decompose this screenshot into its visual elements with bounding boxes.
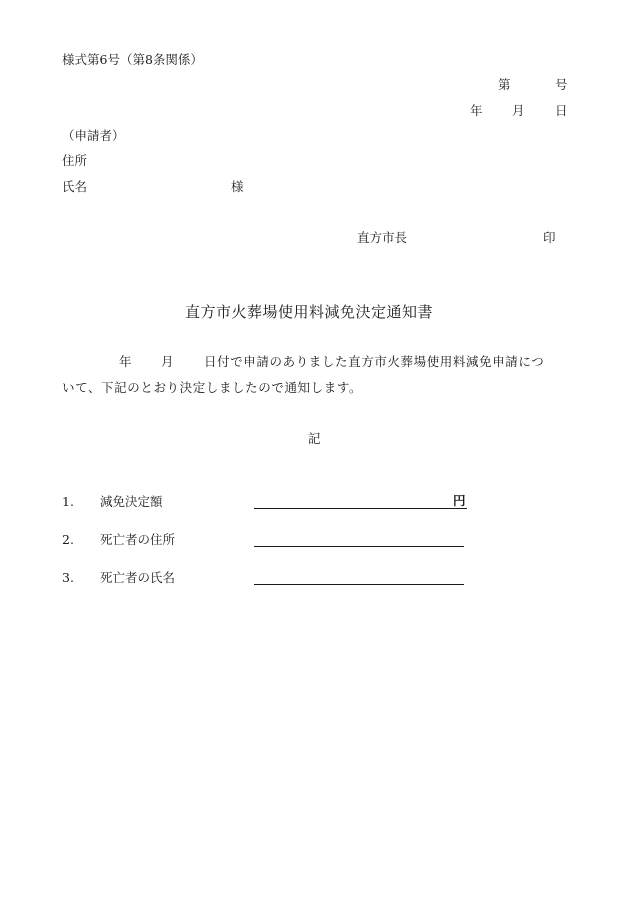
body-line2: いて、下記のとおり決定しましたので通知します。	[62, 380, 363, 395]
yen-unit: 円	[453, 493, 466, 508]
item-number: 2.	[62, 532, 74, 547]
honorific: 様	[231, 179, 244, 194]
doc-number-prefix: 第	[498, 77, 511, 92]
item-number: 3.	[62, 570, 74, 585]
item-label: 減免決定額	[100, 494, 163, 509]
ki-heading: 記	[308, 431, 321, 446]
name-blank-line	[254, 584, 464, 585]
date-year: 年	[470, 103, 483, 118]
document-title: 直方市火葬場使用料減免決定通知書	[185, 303, 434, 321]
address-label: 住所	[62, 153, 88, 168]
date-day: 日	[555, 103, 568, 118]
body-year: 年	[119, 354, 133, 369]
date-month: 月	[512, 103, 525, 118]
applicant-label: （申請者）	[62, 128, 125, 143]
body-month: 月	[161, 354, 175, 369]
item-number: 1.	[62, 494, 74, 509]
doc-number-suffix: 号	[555, 77, 568, 92]
address-blank-line	[254, 546, 464, 547]
body-line1: 日付で申請のありました直方市火葬場使用料減免申請につ	[204, 354, 545, 369]
amount-blank-line	[254, 508, 467, 509]
seal-mark: 印	[543, 230, 556, 245]
issuer-title: 直方市長	[357, 230, 408, 245]
item-label: 死亡者の住所	[100, 532, 176, 547]
form-number: 様式第6号（第8条関係）	[62, 52, 203, 67]
item-label: 死亡者の氏名	[100, 570, 176, 585]
name-label: 氏名	[62, 179, 88, 194]
